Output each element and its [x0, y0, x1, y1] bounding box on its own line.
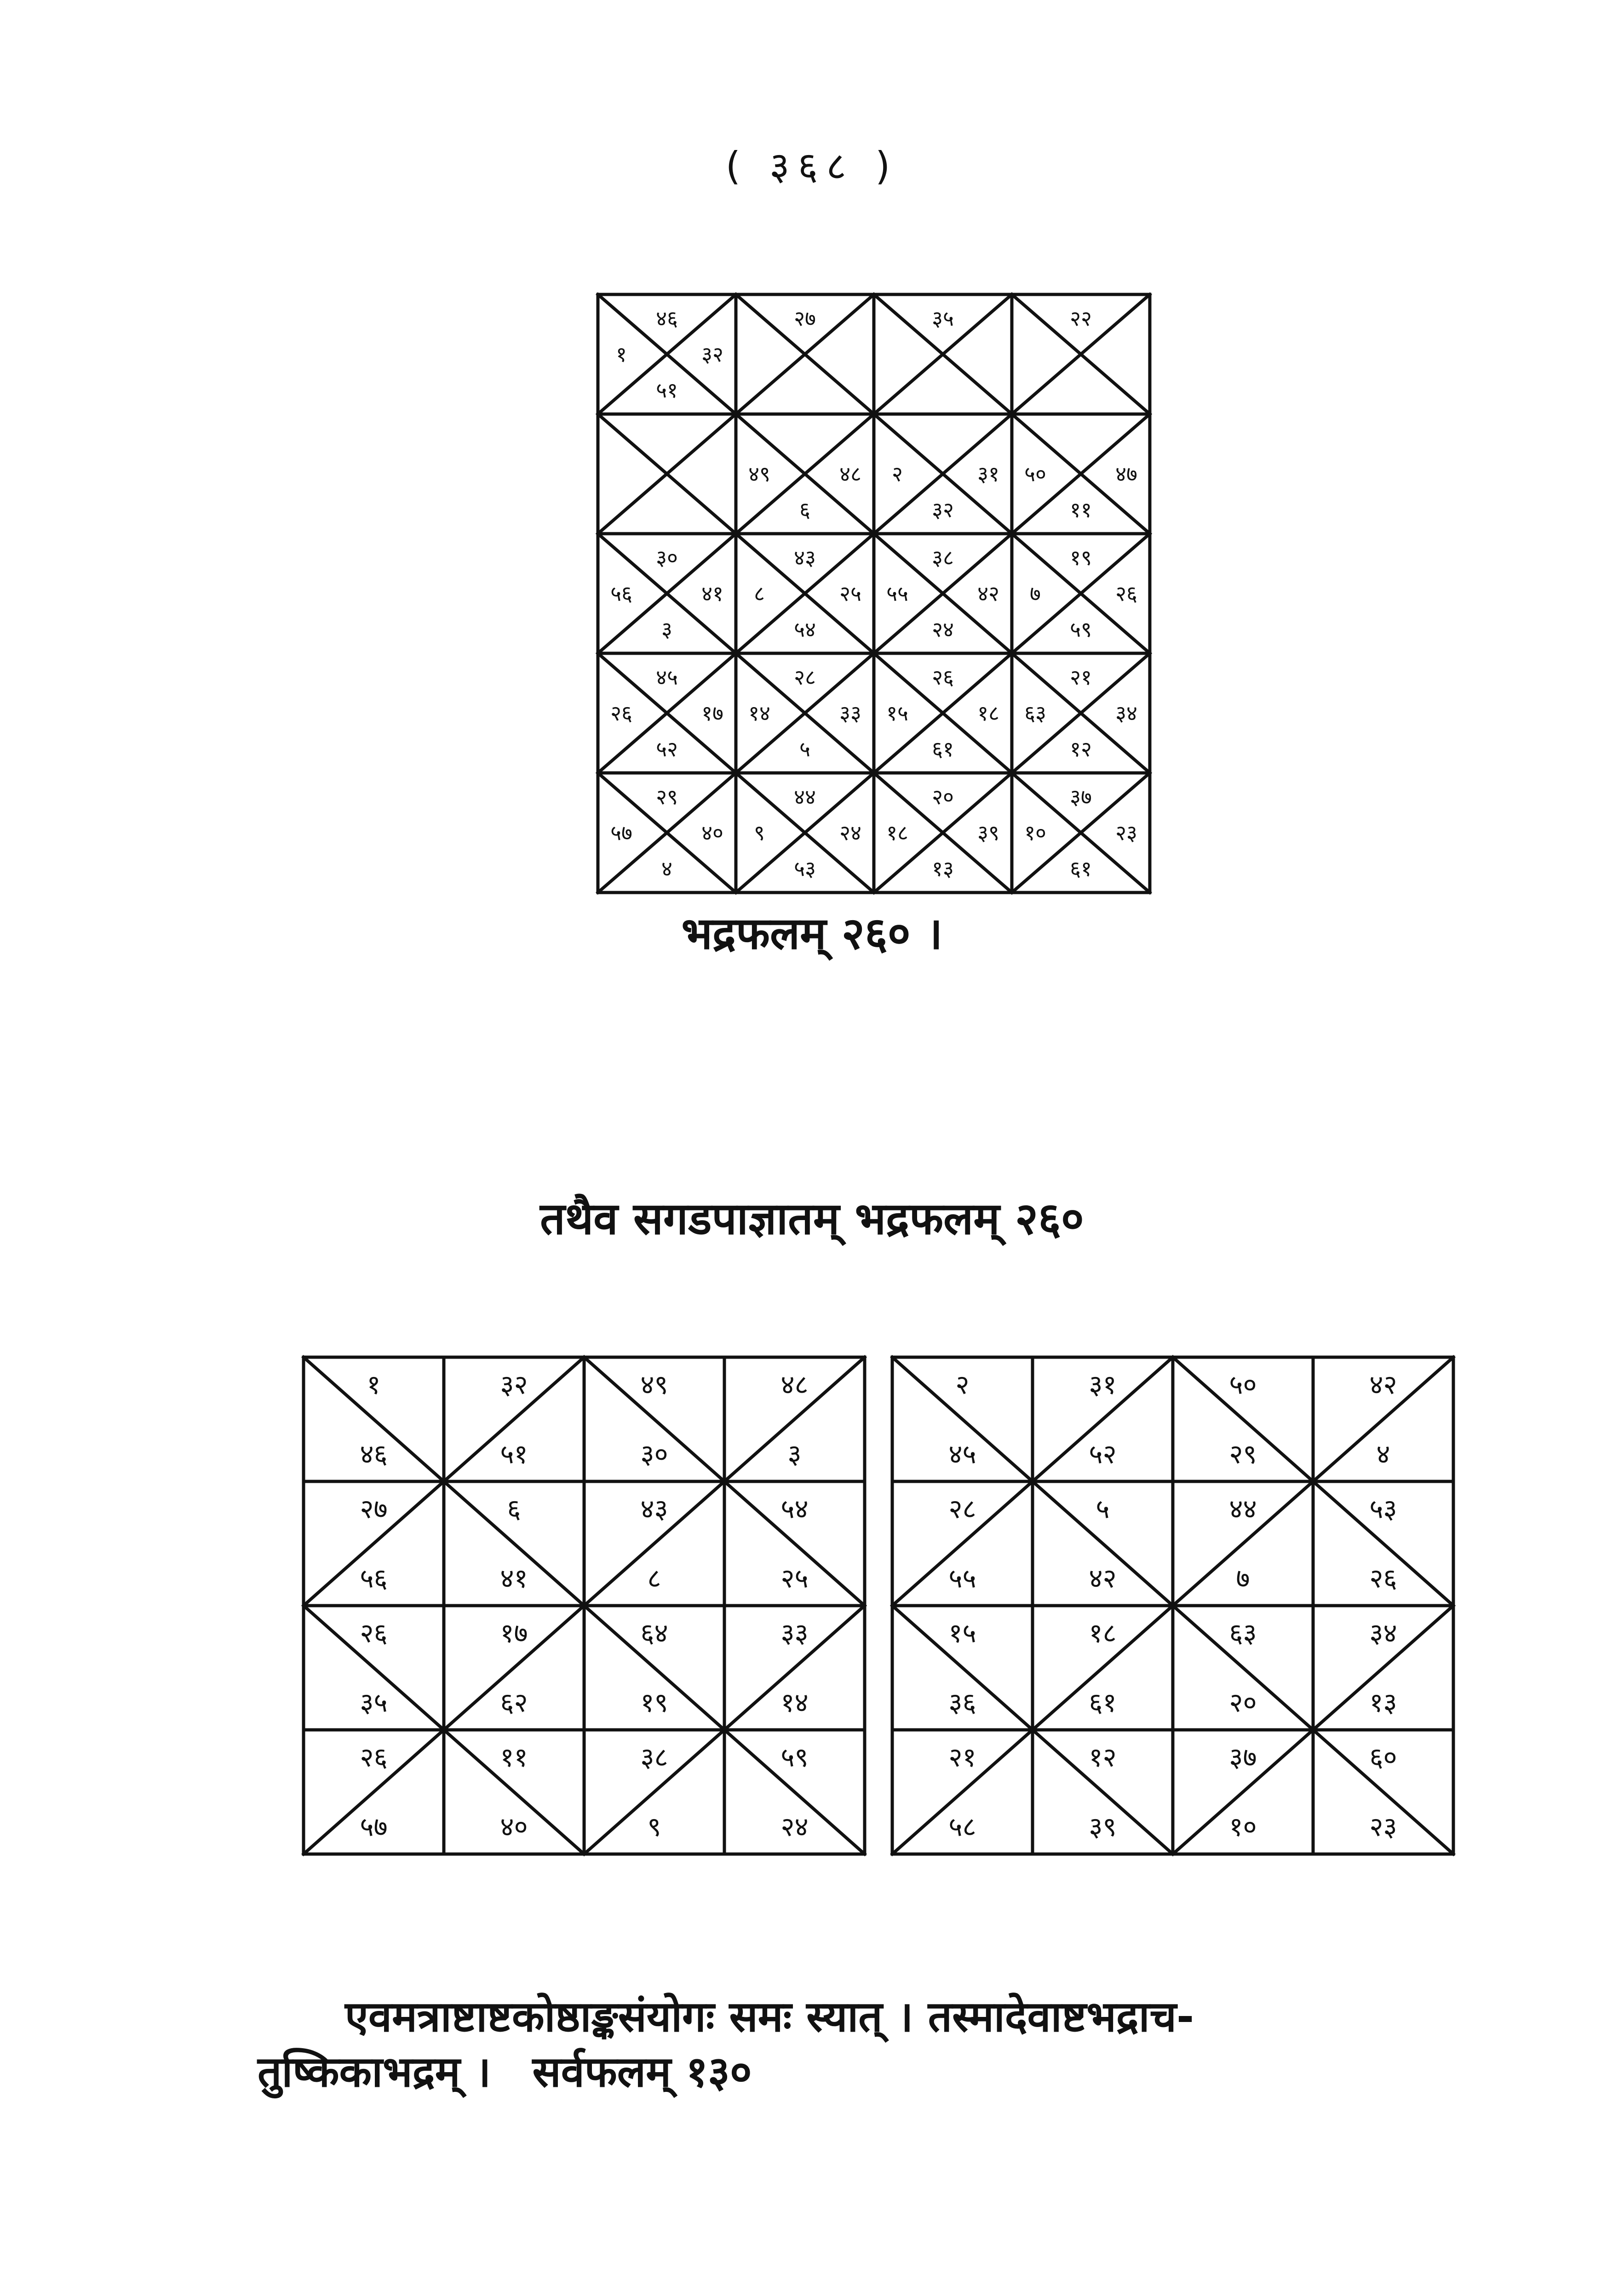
grid-2-cell-number-top: ३१	[1089, 1369, 1117, 1400]
grid-2-cell-number-bottom: ५१	[500, 1438, 528, 1470]
grid-2-cell-number-top: ३३	[780, 1617, 809, 1649]
grid-1-cell-number: ३८	[932, 545, 954, 570]
verse-line-2-part-1: तुष्किकाभद्रम् ।	[258, 2047, 491, 2097]
grid-2-cell-number-bottom: १४	[780, 1687, 809, 1718]
grid-1-cell-number: ३५	[932, 306, 954, 331]
grid-1-cell-number: ५३	[794, 856, 816, 881]
grid-1-cell-number: ५४	[794, 617, 816, 642]
grid-2-cell-number-bottom: ३९	[1089, 1811, 1117, 1843]
grid-2-cell-number-top: ६३	[1229, 1617, 1257, 1649]
grid-1-cell-number: १७	[701, 701, 723, 726]
grid-2-cell-number-top: १५	[948, 1617, 976, 1649]
grid-1-cell-number: ३	[661, 617, 672, 642]
grid-1-cell-number: २४	[932, 617, 954, 642]
grid-2-cell-number-top: ५०	[1229, 1369, 1257, 1400]
grid-2-cell-number-bottom: २९	[1229, 1438, 1257, 1470]
grid-1-cell-number: ७	[1030, 581, 1041, 606]
grid-1-cell-number: ३२	[932, 497, 954, 522]
grid-2-cell-number-bottom: १०	[1229, 1811, 1257, 1843]
grid-1-cell-number: ५०	[1024, 461, 1046, 486]
grid-1-cell-number: ३१	[977, 461, 999, 486]
grid-2-cell-number-bottom: ५८	[948, 1811, 976, 1843]
grid-1-cell-number: ११	[1070, 497, 1092, 522]
grid-2-cell-number-bottom: २३	[1369, 1811, 1397, 1843]
grid-1-cell-number: ४४	[794, 784, 816, 809]
grid-2-cell-number-top: ३२	[500, 1369, 528, 1400]
grid-2-cell-number-bottom: ४	[1376, 1438, 1390, 1470]
grid-2-cell-number-bottom: २५	[780, 1562, 809, 1594]
grid-1-cell-number: ५२	[656, 737, 678, 761]
grid-1-cell-number: २५	[839, 581, 861, 606]
grid-1-cell-number: १९	[1070, 545, 1092, 570]
grid-1-cell-number: २८	[794, 665, 816, 690]
grid-1-cell-number: ५	[799, 737, 810, 761]
grid-1-cell-number: ४५	[656, 665, 678, 690]
grid-1-cell-number: १५	[886, 701, 908, 726]
grid-2-cell-number-top: ३४	[1369, 1617, 1397, 1649]
grid-1-cell-number: १	[616, 342, 627, 367]
grid-1-cell-number: ५५	[886, 581, 908, 606]
grid-1-cell-number: २२	[1070, 306, 1092, 331]
grid-2-cell-number-top: २	[955, 1369, 970, 1400]
grid-1-cell-number: १२	[1070, 737, 1092, 761]
grid-2-cell-number-top: ५४	[780, 1493, 809, 1525]
grid-2-cell-number-bottom: ५६	[360, 1562, 388, 1594]
verse-line-2	[258, 2043, 1499, 2102]
grid-2-cell-number-top: १२	[1089, 1741, 1117, 1773]
grid-2-cell-number-bottom: ६१	[1089, 1687, 1117, 1718]
grid-1-cell-number: १८	[977, 701, 999, 726]
grid-2-cell-number-bottom: १९	[640, 1687, 668, 1718]
grid-2-cell-number-top: ११	[500, 1741, 528, 1773]
grid-1-cell-number: ४	[661, 856, 672, 881]
grid-2-cell-number-bottom: ४६	[360, 1438, 388, 1470]
grid-2-cell-number-top: ६०	[1369, 1741, 1397, 1773]
grid-1-cell-number: १४	[748, 701, 770, 726]
grid-2-cell-number-bottom: २०	[1229, 1687, 1257, 1718]
grid-2-cell-number-top: ५	[1096, 1493, 1110, 1525]
grid-1-cell-number: ५९	[1070, 617, 1092, 642]
grid-2-cell-number-top: ५९	[780, 1741, 809, 1773]
grid-2-cell-number-top: ३७	[1229, 1741, 1257, 1773]
grid-2-cell-number-bottom: २४	[780, 1811, 809, 1843]
grid-1-cell-number: ४८	[839, 461, 861, 486]
grid-1-cell-number: ८	[754, 581, 765, 606]
grid-2-cell-number-bottom: ९	[647, 1811, 661, 1843]
grid-2-cell-number-top: ३८	[640, 1741, 668, 1773]
diagonal-magic-square	[589, 285, 1205, 911]
grid-1-cell-number: ३७	[1070, 784, 1092, 809]
grid-2-cell-number-bottom: ५७	[360, 1811, 388, 1843]
grid-2-cell-number-top: ५३	[1369, 1493, 1397, 1525]
grid-1-cell-number: ६१	[932, 737, 954, 761]
grid-1-cell-number: ४०	[701, 820, 723, 845]
grid-1-cell-number: १८	[886, 820, 908, 845]
grid-2-cell-number-bottom: ५५	[948, 1562, 976, 1594]
grid-1-cell-number: ३२	[701, 342, 723, 367]
grid-2-cell-number-bottom: ८	[647, 1562, 661, 1594]
grid-1-cell-number: ३४	[1115, 701, 1137, 726]
grid-2-cell-number-bottom: ७	[1236, 1562, 1250, 1594]
split-magic-square	[294, 1348, 1463, 1905]
grid-2-cell-number-top: ६	[507, 1493, 521, 1525]
grid-2-cell-number-top: ४८	[780, 1369, 809, 1400]
grid-1-cell-number: ३९	[977, 820, 999, 845]
grid-2-cell-number-top: ४९	[640, 1369, 668, 1400]
second-caption: तथैव सगडपाज्ञातम् भद्रफलम् २६०	[540, 1193, 1084, 1244]
grid-1-cell-number: ४१	[701, 581, 723, 606]
grid-2-cell-number-bottom: १३	[1369, 1687, 1397, 1718]
grid-1-cell-number: २०	[932, 784, 954, 809]
verse-line-1: एवमत्राष्टाष्टकोष्ठाङ्कसंयोगः समः स्यात् । तस्मादेवाष्टभद्राच-	[345, 1992, 1194, 2041]
grid-1-cell-number: २	[892, 461, 903, 486]
grid-2-cell-number-top: ४४	[1229, 1493, 1257, 1525]
grid-2-cell-number-bottom: ४१	[500, 1562, 528, 1594]
grid-2-cell-number-bottom: ४०	[500, 1811, 528, 1843]
grid-2-cell-number-bottom: ४५	[948, 1438, 976, 1470]
grid-1-cell-number: ४३	[794, 545, 816, 570]
grid-1-cell-number: ३३	[839, 701, 861, 726]
grid-1-cell-number: ६	[799, 497, 810, 522]
grid-1-cell-number: १३	[932, 856, 954, 881]
grid-2-cell-number-bottom: ५२	[1089, 1438, 1117, 1470]
page-number: ( ३६८ )	[725, 144, 899, 189]
grid-2-cell-number-bottom: २६	[1369, 1562, 1397, 1594]
grid-2-cell-number-top: ४२	[1369, 1369, 1397, 1400]
grid-2-cell-number-bottom: ३५	[360, 1687, 388, 1718]
grid-1-cell-number: १०	[1024, 820, 1046, 845]
grid-2-cell-number-top: ६४	[640, 1617, 668, 1649]
grid-1-cell-number: २६	[932, 665, 954, 690]
grid-2-cell-number-top: १८	[1089, 1617, 1117, 1649]
grid-1-cell-number: ५७	[610, 820, 632, 845]
grid-2-cell-number-bottom: ४२	[1089, 1562, 1117, 1594]
grid-2-cell-number-top: १७	[500, 1617, 528, 1649]
grid-2-cell-number-top: २१	[948, 1741, 976, 1773]
grid-2-cell-number-top: २८	[948, 1493, 976, 1525]
grid-1-cell-number: ३०	[656, 545, 678, 570]
first-caption: भद्रफलम् २६० ।	[681, 908, 943, 959]
grid-2-cell-number-bottom: ३६	[948, 1687, 976, 1718]
grid-1-cell-number: २४	[839, 820, 861, 845]
grid-2-cell-number-bottom: ३०	[640, 1438, 668, 1470]
grid-2-cell-number-bottom: ३	[787, 1438, 802, 1470]
grid-1-cell-number: २३	[1115, 820, 1137, 845]
grid-2-cell-number-top: २७	[360, 1493, 388, 1525]
verse-line-2-part-2: सर्वफलम् १३०	[532, 2047, 752, 2097]
grid-2-cell-number-top: ४३	[640, 1493, 668, 1525]
grid-1-cell-number: २६	[610, 701, 632, 726]
grid-1-cell-number: ४६	[656, 306, 678, 331]
grid-1-cell-number: ४२	[977, 581, 999, 606]
grid-1-cell-number: २६	[1115, 581, 1137, 606]
grid-2-cell-number-bottom: ६२	[500, 1687, 528, 1718]
grid-1-cell-number: २९	[656, 784, 678, 809]
grid-1-cell-number: ४७	[1115, 461, 1137, 486]
grid-2-cell-number-top: २६	[360, 1741, 388, 1773]
grid-1-cell-number: ५१	[656, 378, 678, 403]
grid-1-cell-number: ६१	[1070, 856, 1092, 881]
grid-1-cell-number: ६३	[1024, 701, 1046, 726]
grid-1-cell-number: २१	[1070, 665, 1092, 690]
grid-1-cell-number: २७	[794, 306, 816, 331]
grid-1-cell-number: ९	[754, 820, 765, 845]
grid-2-cell-number-top: २६	[360, 1617, 388, 1649]
grid-2-cell-number-top: १	[367, 1369, 381, 1400]
grid-1-cell-number: ४९	[748, 461, 770, 486]
grid-1-cell-number: ५६	[610, 581, 632, 606]
